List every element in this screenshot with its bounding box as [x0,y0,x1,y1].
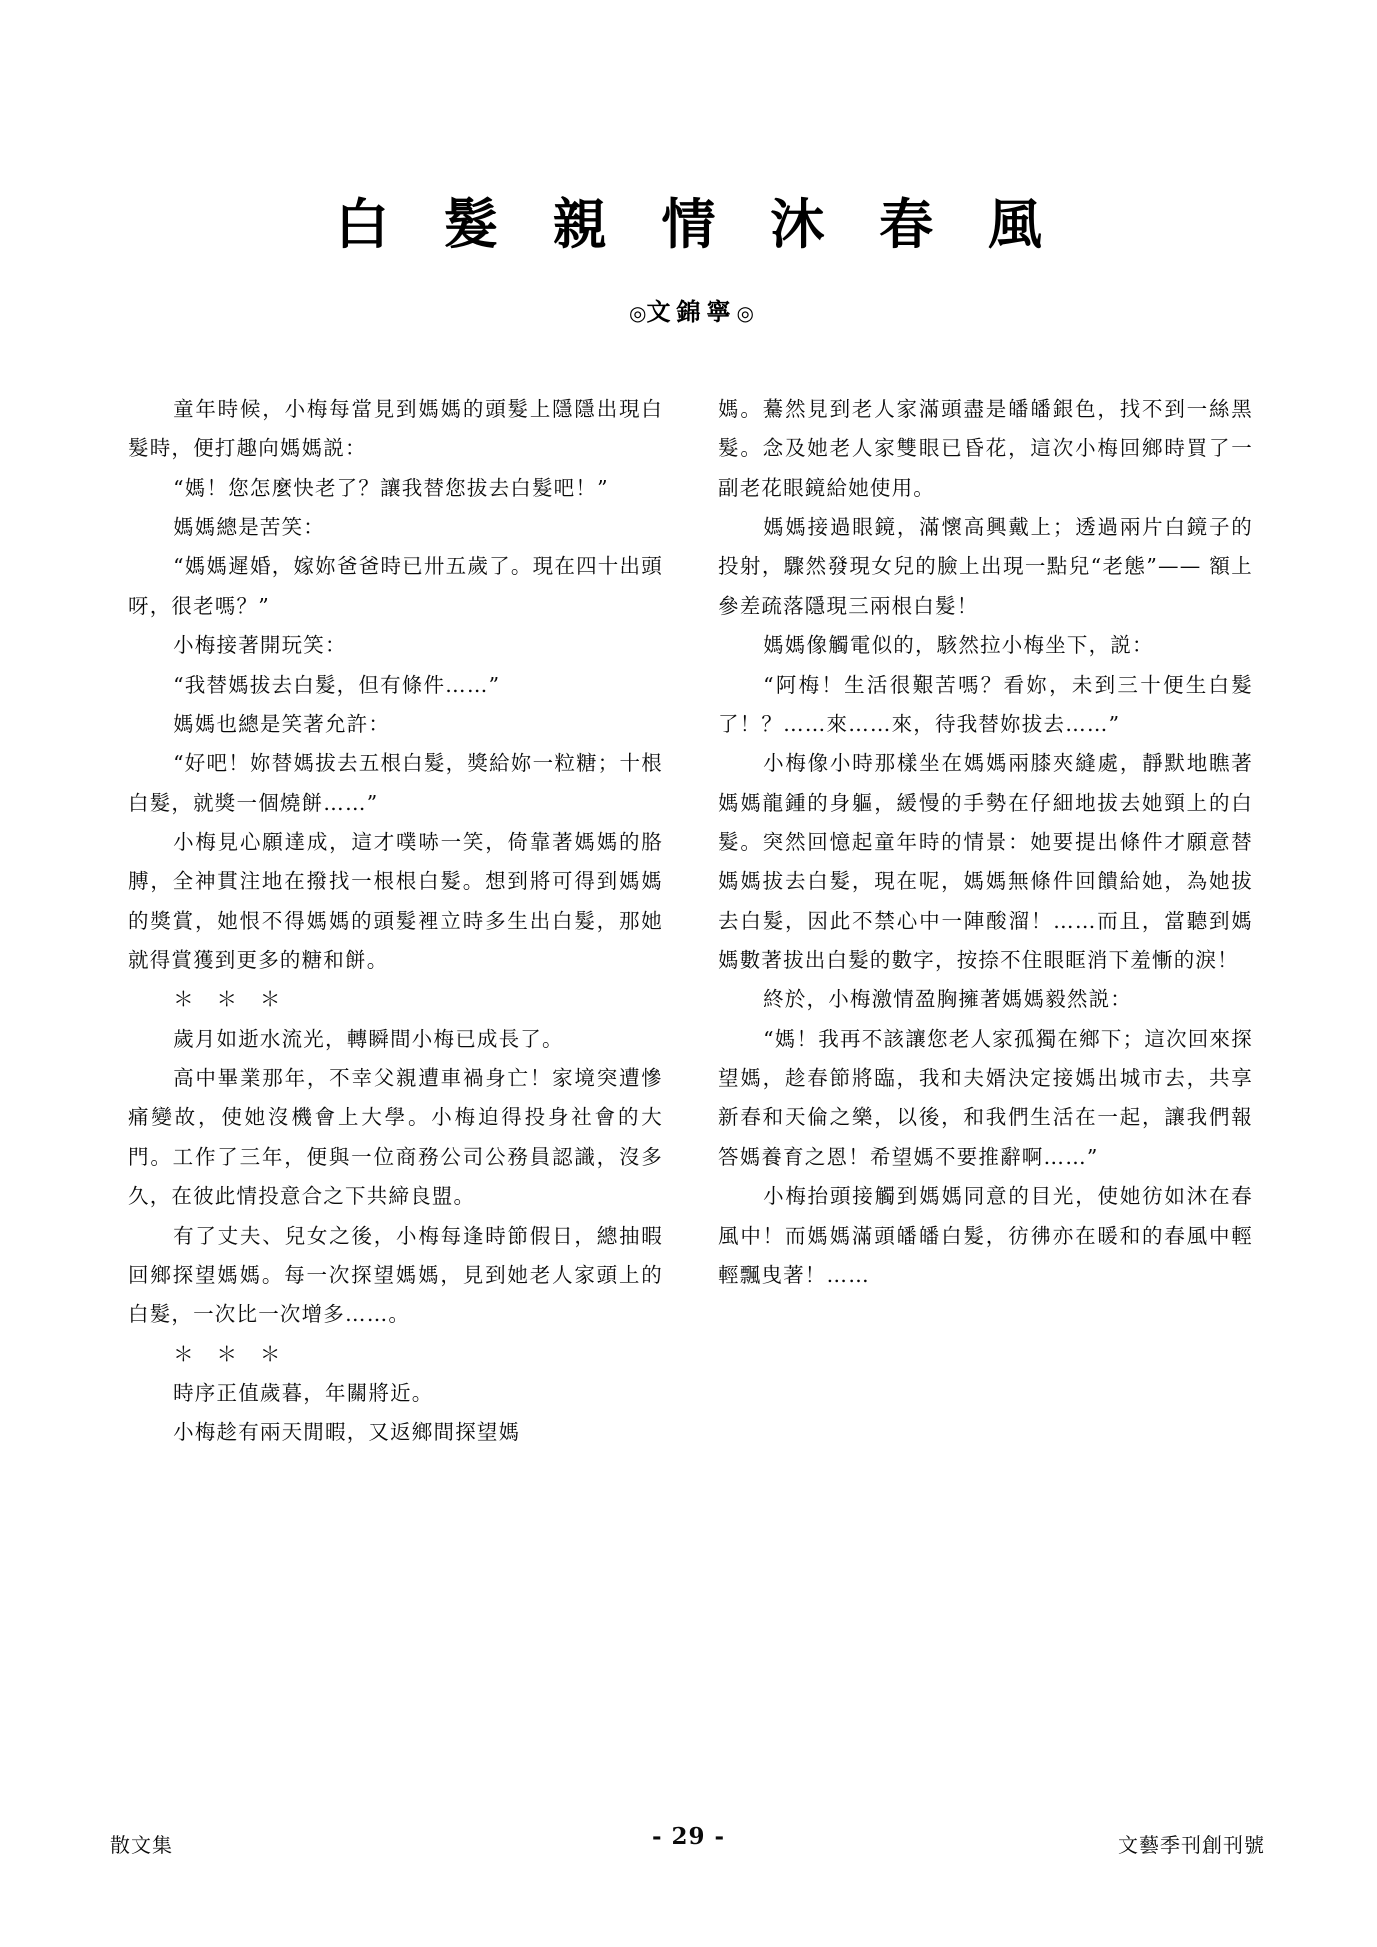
paragraph: 高中畢業那年，不幸父親遭車禍身亡！家境突遭慘痛變故，使她沒機會上大學。小梅迫得投身社會的大門。工作了三年，便與一位商務公司公務員認識，沒多久，在彼此情投意合之下共締良盟。 [128,1066,663,1209]
paragraph: 終於，小梅激情盈胸擁著媽媽毅然説： [763,987,1132,1012]
right-column [718,390,1253,1453]
paragraph: 媽媽像觸電似的，駭然拉小梅坐下，説： [763,633,1154,658]
paragraph: 小梅接著開玩笑： [173,633,347,658]
paragraph: 小梅趁有兩天閒暇，又返鄉間探望媽 [173,1420,521,1445]
author-name: 文錦寧 [646,297,737,327]
paragraph: 有了丈夫、兒女之後，小梅每逢時節假日，總抽暇回鄉探望媽媽。每一次探望媽媽，見到她老人家頭上的白髮，一次比一次增多……。 [128,1223,663,1327]
paragraph: 童年時候，小梅每當見到媽媽的頭髮上隱隱出現白髮時，便打趣向媽媽説： [128,397,663,461]
byline-left-ornament: ◎ [629,301,647,326]
article-body [128,390,1253,1453]
paragraph: “媽！您怎麼快老了？讓我替您拔去白髮吧！” [173,475,609,500]
paragraph: “好吧！妳替媽拔去五根白髮，獎給妳一粒糖；十根白髮，就獎一個燒餅……” [128,751,663,815]
paragraph: 時序正值歲暮，年關將近。 [173,1380,434,1405]
section-separator: ＊ ＊ ＊ [173,1341,282,1366]
paragraph: 小梅像小時那樣坐在媽媽兩膝夾縫處，靜默地瞧著媽媽龍鍾的身軀，緩慢的手勢在仔細地拔去她頸上的白髮。突然回憶起童年時的情景：她要提出條件才願意替媽媽拔去白髮，現在呢，媽媽無條件回饋給她，為她拔去白髮，因此不禁心中一陣酸溜！……而且，當聽到媽媽數著拔出白髮的數字，按捺不住眼眶消下羞慚的淚！ [718,751,1253,973]
paragraph: “我替媽拔去白髮，但有條件……” [173,672,501,697]
footer-section-label: 散文集 [110,1833,173,1857]
section-separator: ＊ ＊ ＊ [173,987,282,1012]
paragraph: “阿梅！生活很艱苦嗎？看妳，未到三十便生白髮了！？……來……來，待我替妳拔去……” [718,672,1253,736]
footer-publication-label: 文藝季刊創刊號 [1118,1833,1265,1857]
page-footer [0,1823,1377,1863]
paragraph: 歲月如逝水流光，轉瞬間小梅已成長了。 [173,1026,564,1051]
page-number: - 29 - [651,1823,726,1850]
paragraph: 媽媽接過眼鏡，滿懷高興戴上；透過兩片白鏡子的投射，驟然發現女兒的臉上出現一點兒“老態”—— 額上參差疏落隱現三兩根白髮！ [718,515,1253,618]
paragraph: 小梅抬頭接觸到媽媽同意的目光，使她彷如沐在春風中！而媽媽滿頭皤皤白髮，彷彿亦在暖和的春風中輕輕飄曳著！…… [718,1184,1253,1287]
paragraph: “媽！我再不該讓您老人家孤獨在鄉下；這次回來探望媽，趁春節將臨，我和夫婿決定接媽出城市去，共享新春和天倫之樂，以後，和我們生活在一起，讓我們報答媽養育之恩！希望媽不要推辭啊……” [718,1026,1253,1169]
paragraph: 媽媽總是苦笑： [173,515,325,540]
paragraph: 媽媽也總是笑著允許： [173,711,391,736]
paragraph: “媽媽遲婚，嫁妳爸爸時已卅五歲了。現在四十出頭呀，很老嗎？” [128,554,663,618]
paragraph: 媽。驀然見到老人家滿頭盡是皤皤銀色，找不到一絲黑髮。念及她老人家雙眼已昏花，這次小梅回鄉時買了一副老花眼鏡給她使用。 [718,397,1253,500]
paragraph: 小梅見心願達成，這才噗哧一笑，倚靠著媽媽的胳膊，全神貫注地在撥找一根根白髮。想到將可得到媽媽的獎賞，她恨不得媽媽的頭髮裡立時多生出白髮，那她就得賞獲到更多的糖和餅。 [128,829,663,973]
page-title: 白 髮 親 情 沐 春 風 [335,192,1060,256]
left-column [128,390,663,1453]
byline [0,292,1377,327]
byline-right-ornament: ◎ [736,301,754,326]
